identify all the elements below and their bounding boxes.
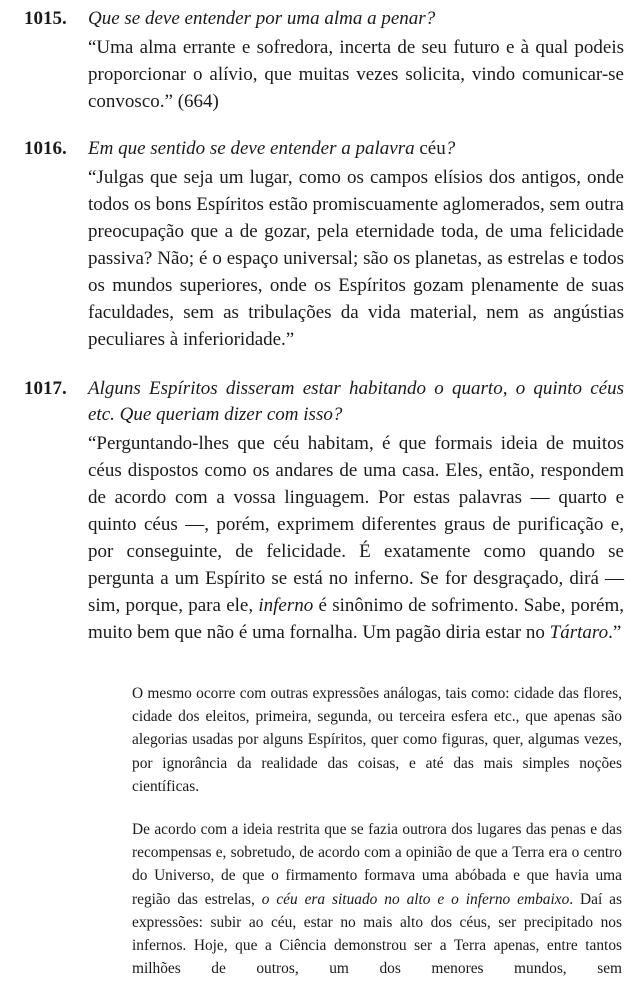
commentary-text-part: . Daí as expressões: subir ao céu, estar no mais alto dos céus, ser precipitado nos infernos. Hoje, que a Ciência demonstrou ser a Terra apenas, entre tantos milhões de outros, um dos menores mundos, sem — [132, 890, 622, 978]
commentary-text-part: De acordo com a ideia restrita que se fazia outrora dos lugares das penas e das recompensas e, sobretudo, de acordo com a opinião de que a Terra era o centro do Universo, de que o firmamento formava uma abóbada e que havia uma região das estrelas, — [132, 821, 622, 908]
question-text: Alguns Espíritos disseram estar habitando o quarto, o quinto céus etc. Que queriam dizer com isso? — [88, 378, 624, 425]
commentary-paragraph-2 — [132, 818, 622, 980]
question-number: 1016. — [24, 138, 67, 159]
answer-emphasis: inferno — [258, 595, 314, 616]
answer-text — [88, 430, 624, 646]
answer-text-part: .” — [608, 622, 622, 643]
question-1017 — [24, 376, 624, 646]
answer-text: “Uma alma errante e sofredora, incerta de seu futuro e à qual podeis proporcionar o alívio, que muitas vezes solicita, vindo comunicar-se convosco.” (664) — [88, 37, 624, 112]
answer-text: “Julgas que seja um lugar, como os campos elísios dos antigos, onde todos os bons Espíritos estão promiscuamente aglomerados, sem outra preocupação que a de gozar, pela eternidade toda, de uma felicidade passiva? Não; é o espaço universal; são os planetas, as estrelas e todos os mundos superiores, onde os Espíritos gozam plenamente de suas faculdades, sem as tribulações da vida material, nem as angústias peculiares à inferioridade.” — [88, 167, 624, 350]
question-text: Que se deve entender por uma alma a penar? — [88, 8, 436, 29]
commentary-emphasis: o céu era situado no alto e o inferno embaixo — [261, 890, 570, 908]
answer-emphasis: Tártaro — [549, 622, 609, 643]
question-text-part: ? — [445, 138, 456, 159]
question-text — [88, 136, 624, 162]
question-1016 — [24, 136, 624, 353]
question-number: 1017. — [24, 378, 67, 399]
question-keyword: céu — [419, 138, 446, 159]
question-number: 1015. — [24, 8, 67, 29]
answer-text-part: “Perguntando-lhes que céu habitam, é que formais ideia de muitos céus dispostos como os andares de uma casa. Eles, então, respondem de acordo com a vossa linguagem. Por estas palavras — quarto e quinto céus —, porém, exprimem diferentes graus de purificação e, por conseguinte, de felicidade. É exatamente como quando se pergunta a um Espírito se está no inferno. Se for desgraçado, dirá — sim, porque, para ele, — [88, 433, 624, 616]
answer-text-part: é sinônimo de sofrimento. Sabe, porém, muito bem que não é uma fornalha. Um pagão diria estar no — [88, 595, 624, 643]
question-text-part: Em que sentido se deve entender a palavra — [88, 138, 420, 159]
question-1015 — [24, 6, 624, 115]
commentary-paragraph-1: O mesmo ocorre com outras expressões análogas, tais como: cidade das flores, cidade dos eleitos, primeira, segunda, ou terceira esfera etc., que apenas são alegorias usadas por alguns Espíritos, quer como figuras, quer, algumas vezes, por ignorância da realidade das coisas, e até das mais simples noções científicas. — [132, 685, 622, 795]
